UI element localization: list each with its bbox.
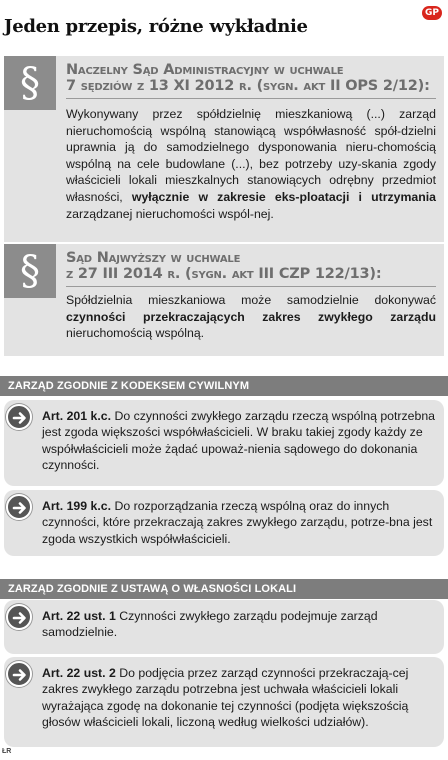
author-credit: ŁR bbox=[2, 748, 12, 755]
court-heading-line: 7 sędziów z 13 XI 2012 r. (sygn. akt II OPS 2/12): bbox=[66, 78, 430, 94]
arrow-right-circle-icon bbox=[6, 661, 32, 687]
court-heading-line: Sąd Najwyższy w uchwale bbox=[66, 250, 241, 266]
article-body: Do rozporządzania rzeczą wspólną oraz do innych czynności, które przekraczają zakres zwykłego zarządu, potrze-bna jest zgoda wszystkich współwłaścicieli. bbox=[42, 499, 433, 546]
header bbox=[0, 0, 448, 46]
paragraph-symbol: § bbox=[20, 248, 40, 294]
court-heading bbox=[66, 250, 436, 287]
ruling-text: Spółdzielnia mieszkaniowa może samodzielnie dokonywać bbox=[66, 293, 436, 307]
article-item bbox=[4, 657, 444, 747]
article-item bbox=[4, 490, 444, 556]
article-text bbox=[42, 408, 436, 474]
article-body: Do podjęcia przez zarząd czynności przekraczają-cej zakres zwykłego zarządu potrzebna jest uchwała właścicieli lokali wyrażająca zgodę na dokonanie tej czynności (podjęta większością głosów właścicieli lokali, liczoną według wielkości udziałów). bbox=[42, 666, 409, 730]
article-reference: Art. 199 k.c. bbox=[42, 499, 112, 513]
article-reference: Art. 22 ust. 2 bbox=[42, 666, 116, 680]
article-text bbox=[42, 665, 436, 731]
court-ruling-sn bbox=[4, 244, 444, 356]
court-ruling-text bbox=[66, 292, 436, 342]
section-header-civil-code: ZARZĄD ZGODNIE Z KODEKSEM CYWILNYM bbox=[0, 376, 448, 396]
ruling-text-end: zarządzanej nieruchomości wspól-nej. bbox=[66, 206, 274, 221]
court-heading-line: Naczelny Sąd Administracyjny w uchwale bbox=[66, 62, 344, 78]
article-item bbox=[4, 600, 444, 654]
court-heading bbox=[66, 62, 436, 99]
article-reference: Art. 201 k.c. bbox=[42, 409, 112, 423]
article-body: Do czynności zwykłego zarządu rzeczą wspólną potrzebna jest zgoda większości współwłaścicieli. W braku takiej zgody każdy ze współwłaścicieli może żądać upoważ-nienia sądowego do dokonania czynności. bbox=[42, 409, 436, 473]
court-ruling-text bbox=[66, 106, 436, 222]
ruling-text: Wykonywany przez spółdzielnię mieszkaniową (...) zarząd nieruchomością wspólną stanowiącą współwłasność spół-dzielni uprawnia ją do samodzielnego dysponowania nieru-chomością wspólną na cele budowlane (...), bez potrzeby uzy-skania zgody właścicieli lokali mieszkalnych stanowiących odrębny przedmiot własności, bbox=[66, 107, 436, 204]
paragraph-icon bbox=[4, 56, 56, 110]
publisher-logo: GP bbox=[422, 6, 442, 20]
article-reference: Art. 22 ust. 1 bbox=[42, 609, 116, 623]
arrow-right-circle-icon bbox=[6, 604, 32, 630]
ruling-text-emphasis: czynności przekraczających zakres zwykłego zarządu bbox=[66, 309, 436, 324]
article-item bbox=[4, 400, 444, 486]
paragraph-symbol: § bbox=[20, 60, 40, 106]
paragraph-icon bbox=[4, 244, 56, 298]
article-text bbox=[42, 608, 436, 641]
arrow-right-circle-icon bbox=[6, 494, 32, 520]
article-text bbox=[42, 498, 436, 547]
court-heading-line: z 27 III 2014 r. (sygn. akt III CZP 122/13): bbox=[66, 266, 382, 282]
arrow-right-circle-icon bbox=[6, 404, 32, 430]
page-title: Jeden przepis, różne wykładnie bbox=[4, 16, 308, 37]
court-ruling-nsa bbox=[4, 56, 444, 242]
section-header-apartment-act: ZARZĄD ZGODNIE Z USTAWĄ O WŁASNOŚCI LOKALI bbox=[0, 579, 448, 599]
ruling-text-emphasis: wyłącznie w zakresie eks-ploatacji i utrzymania bbox=[131, 189, 437, 204]
article-body: Czynności zwykłego zarządu podejmuje zarząd samodzielnie. bbox=[42, 609, 378, 640]
ruling-text-end: nieruchomością wspólną. bbox=[66, 326, 205, 341]
